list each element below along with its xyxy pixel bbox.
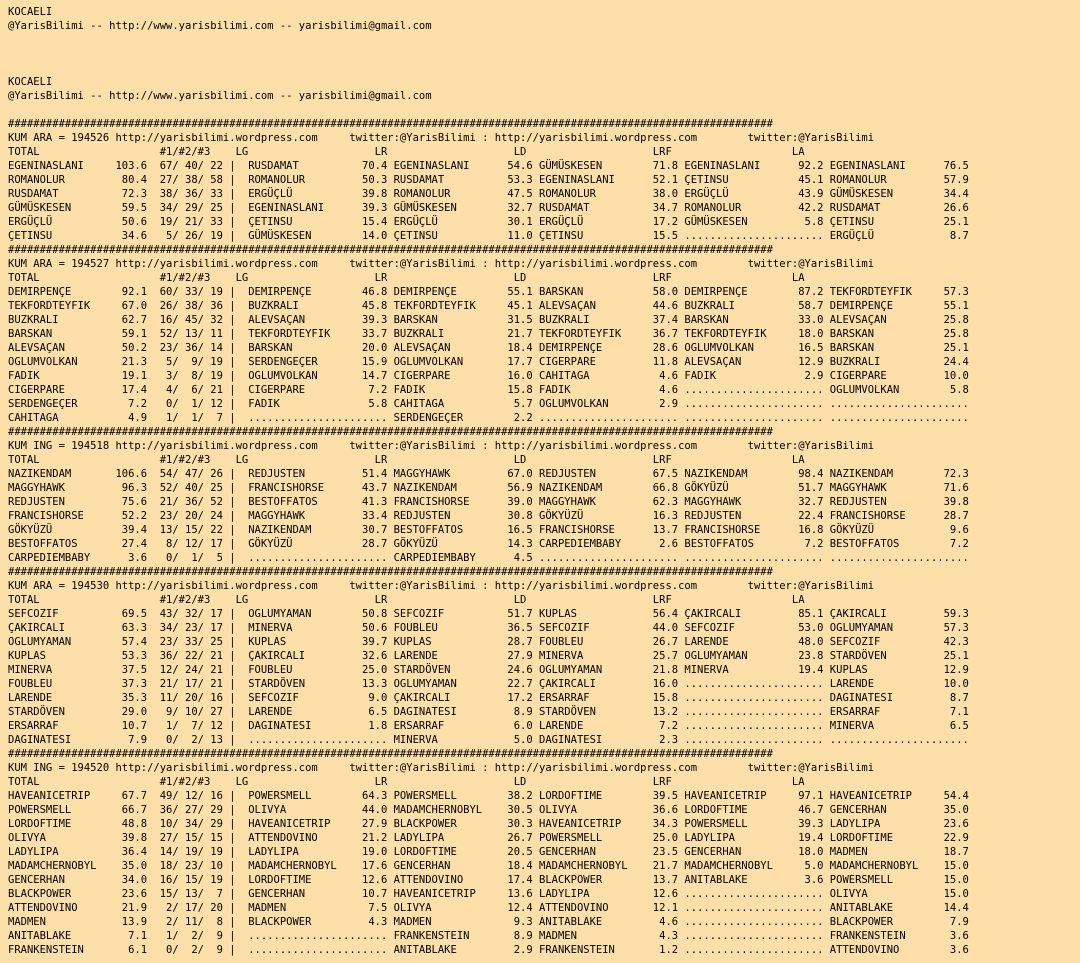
table-row: LORDOFTIME 48.8 10/ 34/ 29 | HAVEANICETRIP 27.9 BLACKPOWER 30.3 HAVEANICETRIP 34.3 POWERSMELL 39.3 LADYLIPA 23.6 xyxy=(8,818,969,830)
table-row: ÇETINSU 34.6 5/ 26/ 19 | GÜMÜSKESEN 14.0 ÇETINSU 11.0 ÇETINSU 15.5 ...................... ERGÜÇLÜ 8.7 xyxy=(8,230,969,242)
table-row: MINERVA 37.5 12/ 24/ 21 | FOUBLEU 25.0 STARDÖVEN 24.6 OGLUMYAMAN 21.8 MINERVA 19.4 KUPLAS 12.9 xyxy=(8,664,969,676)
table-row: FRANKENSTEIN 6.1 0/ 2/ 9 | ...................... ANITABLAKE 2.9 FRANKENSTEIN 1.2 ...................... ATTENDOVINO 3.6 xyxy=(8,944,969,956)
table-row: DEMIRPENÇE 92.1 60/ 33/ 19 | DEMIRPENÇE 46.8 DEMIRPENÇE 55.1 BARSKAN 58.0 DEMIRPENÇE 87.2 TEKFORDTEYFIK 57.3 xyxy=(8,286,969,298)
table-row: BLACKPOWER 23.6 15/ 13/ 7 | GENCERHAN 10.7 HAVEANICETRIP 13.6 LADYLIPA 12.6 ...................... OLIVYA 15.0 xyxy=(8,888,969,900)
table-row: CARPEDIEMBABY 3.6 0/ 1/ 5 | ...................... CARPEDIEMBABY 4.5 ...................... ...................... ...................... xyxy=(8,552,969,564)
column-header-line: TOTAL #1/#2/#3 LG LR LD LRF LA xyxy=(8,594,805,606)
table-row: FOUBLEU 37.3 21/ 17/ 21 | STARDÖVEN 13.3 OGLUMYAMAN 22.7 ÇAKIRCALI 16.0 ...................... LARENDE 10.0 xyxy=(8,678,969,690)
table-row: BESTOFFATOS 27.4 8/ 12/ 17 | GÖKYÜZÜ 28.7 GÖKYÜZÜ 14.3 CARPEDIEMBABY 2.6 BESTOFFATOS 7.2 BESTOFFATOS 7.2 xyxy=(8,538,969,550)
location-title: KOCAELI xyxy=(8,6,53,18)
contact-line: @YarisBilimi -- http://www.yarisbilimi.com -- yarisbilimi@gmail.com xyxy=(8,20,432,32)
table-row: EGENINASLANI 103.6 67/ 40/ 22 | RUSDAMAT 70.4 EGENINASLANI 54.6 GÜMÜSKESEN 71.8 EGENINASLANI 92.2 EGENINASLANI 76.5 xyxy=(8,160,969,172)
table-row: KUPLAS 53.3 36/ 22/ 21 | ÇAKIRCALI 32.6 LARENDE 27.9 MINERVA 25.7 OGLUMYAMAN 23.8 STARDÖVEN 25.1 xyxy=(8,650,969,662)
table-row: BARSKAN 59.1 52/ 13/ 11 | TEKFORDTEYFIK 33.7 BUZKRALI 21.7 TEKFORDTEYFIK 36.7 TEKFORDTEYFIK 18.0 BARSKAN 25.8 xyxy=(8,328,969,340)
column-header-line: TOTAL #1/#2/#3 LG LR LD LRF LA xyxy=(8,776,805,788)
table-row: STARDÖVEN 29.0 9/ 10/ 27 | LARENDE 6.5 DAGINATESI 8.9 STARDÖVEN 13.2 ...................... ERSARRAF 7.1 xyxy=(8,706,969,718)
race-header-line: KUM ARA = 194530 http://yarisbilimi.wordpress.com twitter:@YarisBilimi : http://yarisbilimi.wordpress.com twitter:@YarisBilimi xyxy=(8,580,875,592)
table-row: ATTENDOVINO 21.9 2/ 17/ 20 | MADMEN 7.5 OLIVYA 12.4 ATTENDOVINO 12.1 ...................... ANITABLAKE 14.4 xyxy=(8,902,969,914)
blank-line xyxy=(8,33,1080,47)
table-row: FADIK 19.1 3/ 8/ 19 | OGLUMVOLKAN 14.7 CIGERPARE 16.0 CAHITAGA 4.6 FADIK 2.9 CIGERPARE 10.0 xyxy=(8,370,969,382)
race-header-line: KUM ARA = 194526 http://yarisbilimi.wordpress.com twitter:@YarisBilimi : http://yarisbilimi.wordpress.com twitter:@YarisBilimi xyxy=(8,132,875,144)
table-row: ANITABLAKE 7.1 1/ 2/ 9 | ...................... FRANKENSTEIN 8.9 MADMEN 4.3 ...................... FRANKENSTEIN 3.6 xyxy=(8,930,969,942)
race-header-line: KUM ING = 194518 http://yarisbilimi.wordpress.com twitter:@YarisBilimi : http://yarisbilimi.wordpress.com twitter:@YarisBilimi xyxy=(8,440,875,452)
separator-line: ######################################################################################################################### xyxy=(8,566,773,578)
table-row: ÇAKIRCALI 63.3 34/ 23/ 17 | MINERVA 50.6 FOUBLEU 36.5 SEFCOZIF 44.0 SEFCOZIF 53.0 OGLUMYAMAN 57.3 xyxy=(8,622,969,634)
table-row: REDJUSTEN 75.6 21/ 36/ 52 | BESTOFFATOS 41.3 FRANCISHORSE 39.0 MAGGYHAWK 62.3 MAGGYHAWK 32.7 REDJUSTEN 39.8 xyxy=(8,496,969,508)
separator-line: ######################################################################################################################### xyxy=(8,748,773,760)
table-row: GÜMÜSKESEN 59.5 34/ 29/ 25 | EGENINASLANI 39.3 GÜMÜSKESEN 32.7 RUSDAMAT 34.7 ROMANOLUR 42.2 RUSDAMAT 26.6 xyxy=(8,202,969,214)
table-row: FRANCISHORSE 52.2 23/ 20/ 24 | MAGGYHAWK 33.4 REDJUSTEN 30.8 GÖKYÜZÜ 16.3 REDJUSTEN 22.4 FRANCISHORSE 28.7 xyxy=(8,510,969,522)
separator-line: ######################################################################################################################### xyxy=(8,426,773,438)
table-row: MAGGYHAWK 96.3 52/ 40/ 25 | FRANCISHORSE 43.7 NAZIKENDAM 56.9 NAZIKENDAM 66.8 GÖKYÜZÜ 51.7 MAGGYHAWK 71.6 xyxy=(8,482,969,494)
table-row: LADYLIPA 36.4 14/ 19/ 19 | LADYLIPA 19.0 LORDOFTIME 20.5 GENCERHAN 23.5 GENCERHAN 18.0 MADMEN 18.7 xyxy=(8,846,969,858)
table-row: BUZKRALI 62.7 16/ 45/ 32 | ALEVSAÇAN 39.3 BARSKAN 31.5 BUZKRALI 37.4 BARSKAN 33.0 ALEVSAÇAN 25.8 xyxy=(8,314,969,326)
column-header-line: TOTAL #1/#2/#3 LG LR LD LRF LA xyxy=(8,454,805,466)
table-row: MADAMCHERNOBYL 35.0 18/ 23/ 10 | MADAMCHERNOBYL 17.6 GENCERHAN 18.4 MADAMCHERNOBYL 21.7 MADAMCHERNOBYL 5.0 MADAMCHERNOBYL 15.0 xyxy=(8,860,969,872)
table-row: SERDENGEÇER 7.2 0/ 1/ 12 | FADIK 5.8 CAHITAGA 5.7 OGLUMVOLKAN 2.9 ...................... ...................... xyxy=(8,398,969,410)
blank-line xyxy=(8,61,1080,75)
race-header-line: KUM ARA = 194527 http://yarisbilimi.wordpress.com twitter:@YarisBilimi : http://yarisbilimi.wordpress.com twitter:@YarisBilimi xyxy=(8,258,875,270)
contact-line: @YarisBilimi -- http://www.yarisbilimi.com -- yarisbilimi@gmail.com xyxy=(8,90,432,102)
table-row: LARENDE 35.3 11/ 20/ 16 | SEFCOZIF 9.0 ÇAKIRCALI 17.2 ERSARRAF 15.8 ...................... DAGINATESI 8.7 xyxy=(8,692,969,704)
table-row: ERSARRAF 10.7 1/ 7/ 12 | DAGINATESI 1.8 ERSARRAF 6.0 LARENDE 7.2 ...................... MINERVA 6.5 xyxy=(8,720,969,732)
table-row: ERGÜÇLÜ 50.6 19/ 21/ 33 | ÇETINSU 15.4 ERGÜÇLÜ 30.1 ERGÜÇLÜ 17.2 GÜMÜSKESEN 5.8 ÇETINSU 25.1 xyxy=(8,216,969,228)
race-header-line: KUM ING = 194520 http://yarisbilimi.wordpress.com twitter:@YarisBilimi : http://yarisbilimi.wordpress.com twitter:@YarisBilimi xyxy=(8,762,875,774)
table-row: SEFCOZIF 69.5 43/ 32/ 17 | OGLUMYAMAN 50.8 SEFCOZIF 51.7 KUPLAS 56.4 ÇAKIRCALI 85.1 ÇAKIRCALI 59.3 xyxy=(8,608,969,620)
table-row: RUSDAMAT 72.3 38/ 36/ 33 | ERGÜÇLÜ 39.8 ROMANOLUR 47.5 ROMANOLUR 38.0 ERGÜÇLÜ 43.9 GÜMÜSKESEN 34.4 xyxy=(8,188,969,200)
blank-line xyxy=(8,103,1080,117)
table-row: OGLUMYAMAN 57.4 23/ 33/ 25 | KUPLAS 39.7 KUPLAS 28.7 FOUBLEU 26.7 LARENDE 48.0 SEFCOZIF 42.3 xyxy=(8,636,969,648)
table-row: CAHITAGA 4.9 1/ 1/ 7 | ...................... SERDENGEÇER 2.2 ...................... ...................... ...................... xyxy=(8,412,969,424)
table-row: OGLUMVOLKAN 21.3 5/ 9/ 19 | SERDENGEÇER 15.9 OGLUMVOLKAN 17.7 CIGERPARE 11.8 ALEVSAÇAN 12.9 BUZKRALI 24.4 xyxy=(8,356,969,368)
table-row: POWERSMELL 66.7 36/ 27/ 29 | OLIVYA 44.0 MADAMCHERNOBYL 30.5 OLIVYA 36.6 LORDOFTIME 46.7 GENCERHAN 35.0 xyxy=(8,804,969,816)
column-header-line: TOTAL #1/#2/#3 LG LR LD LRF LA xyxy=(8,146,805,158)
table-row: GENCERHAN 34.0 16/ 15/ 19 | LORDOFTIME 12.6 ATTENDOVINO 17.4 BLACKPOWER 13.7 ANITABLAKE 3.6 POWERSMELL 15.0 xyxy=(8,874,969,886)
column-header-line: TOTAL #1/#2/#3 LG LR LD LRF LA xyxy=(8,272,805,284)
separator-line: ######################################################################################################################### xyxy=(8,118,773,130)
table-row: MADMEN 13.9 2/ 11/ 8 | BLACKPOWER 4.3 MADMEN 9.3 ANITABLAKE 4.6 ...................... BLACKPOWER 7.9 xyxy=(8,916,969,928)
blank-line xyxy=(8,47,1080,61)
table-row: TEKFORDTEYFIK 67.0 26/ 38/ 36 | BUZKRALI 45.8 TEKFORDTEYFIK 45.1 ALEVSAÇAN 44.6 BUZKRALI 58.7 DEMIRPENÇE 55.1 xyxy=(8,300,969,312)
location-title: KOCAELI xyxy=(8,76,53,88)
table-row: GÖKYÜZÜ 39.4 13/ 15/ 22 | NAZIKENDAM 30.7 BESTOFFATOS 16.5 FRANCISHORSE 13.7 FRANCISHORSE 16.8 GÖKYÜZÜ 9.6 xyxy=(8,524,969,536)
separator-line: ######################################################################################################################### xyxy=(8,244,773,256)
report-page xyxy=(8,5,1080,957)
table-row: NAZIKENDAM 106.6 54/ 47/ 26 | REDJUSTEN 51.4 MAGGYHAWK 67.0 REDJUSTEN 67.5 NAZIKENDAM 98.4 NAZIKENDAM 72.3 xyxy=(8,468,969,480)
table-row: OLIVYA 39.8 27/ 15/ 15 | ATTENDOVINO 21.2 LADYLIPA 26.7 POWERSMELL 25.0 LADYLIPA 19.4 LORDOFTIME 22.9 xyxy=(8,832,969,844)
table-row: HAVEANICETRIP 67.7 49/ 12/ 16 | POWERSMELL 64.3 POWERSMELL 38.2 LORDOFTIME 39.5 HAVEANICETRIP 97.1 HAVEANICETRIP 54.4 xyxy=(8,790,969,802)
table-row: DAGINATESI 7.9 0/ 2/ 13 | ...................... MINERVA 5.0 DAGINATESI 2.3 ...................... ...................... xyxy=(8,734,969,746)
table-row: CIGERPARE 17.4 4/ 6/ 21 | CIGERPARE 7.2 FADIK 15.8 FADIK 4.6 ...................... OGLUMVOLKAN 5.8 xyxy=(8,384,969,396)
table-row: ROMANOLUR 80.4 27/ 38/ 58 | ROMANOLUR 50.3 RUSDAMAT 53.3 EGENINASLANI 52.1 ÇETINSU 45.1 ROMANOLUR 57.9 xyxy=(8,174,969,186)
table-row: ALEVSAÇAN 50.2 23/ 36/ 14 | BARSKAN 20.0 ALEVSAÇAN 18.4 DEMIRPENÇE 28.6 OGLUMVOLKAN 16.5 BARSKAN 25.1 xyxy=(8,342,969,354)
